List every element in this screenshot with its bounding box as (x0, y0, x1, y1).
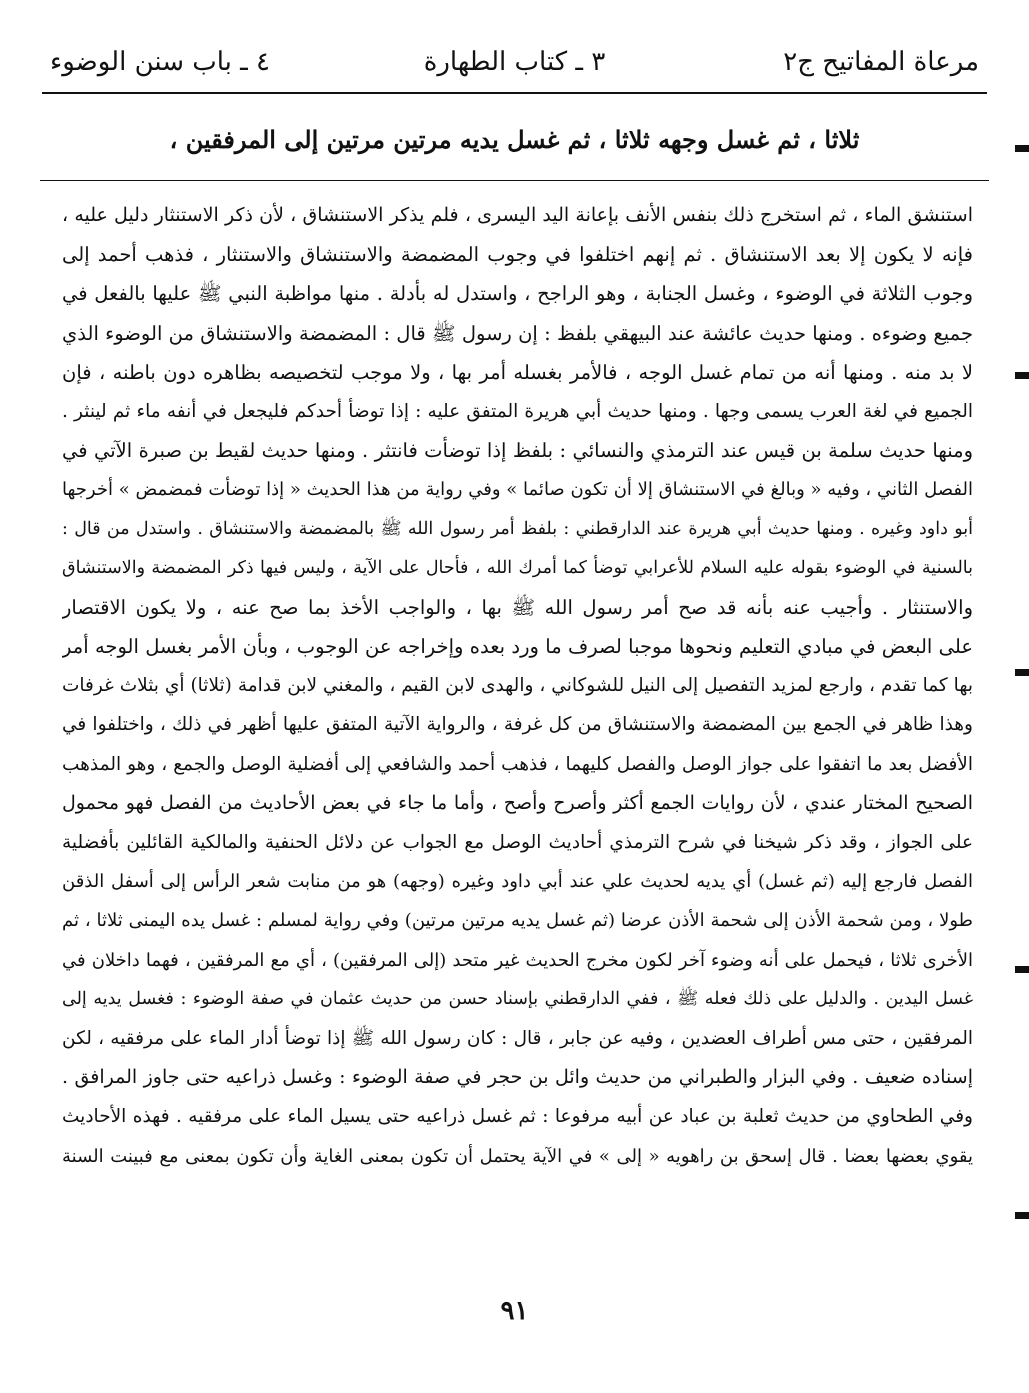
text-line: المرفقين ، حتى مس أطراف العضدين ، وفيه عن جابر ، قال : كان رسول الله ﷺ إذا توضأ أدار الماء على مرفقيه ، لكن (62, 1027, 973, 1049)
text-line: يقوي بعضها بعضا . قال إسحق بن راهويه « إلى » في الآية يحتمل أن تكون بمعنى الغاية وأن تكون بمعنى مع فبينت السنة (62, 1145, 973, 1167)
text-line: أبو داود وغيره . ومنها حديث أبي هريرة عند الدارقطني : بلفظ أمر رسول الله ﷺ بالمضمضة والاستنشاق . واستدل من قال : (62, 518, 973, 539)
scan-margin-mark (1015, 669, 1029, 676)
text-line: الجميع في لغة العرب يسمى وجها . ومنها حديث أبي هريرة المتفق عليه : إذا توضأ أحدكم فليجعل في أنفه ماء ثم لينثر . (62, 400, 973, 422)
text-line: ومنها حديث سلمة بن قيس عند الترمذي والنسائي : بلفظ إذا توضأت فانتثر . ومنها حديث لقيط بن صبرة الآتي في (62, 439, 973, 463)
text-line: بالسنية في الوضوء بقوله عليه السلام للأعرابي توضأ كما أمرك الله ، فأحال على الآية ، وليس فيها ذكر المضمضة والاستنشاق (62, 557, 973, 578)
section-title: ٤ ـ باب سنن الوضوء (50, 47, 271, 77)
text-line: طولا ، ومن شحمة الأذن إلى شحمة الأذن عرضا (ثم غسل يديه مرتين مرتين) وفي رواية لمسلم : غسل يده اليمنى ثلاثا ، ثم (62, 910, 973, 932)
header-rule (42, 92, 987, 94)
chapter-title: ٣ ـ كتاب الطهارة (423, 47, 606, 77)
scan-margin-mark (1015, 966, 1029, 973)
page-number: ٩١ (500, 1296, 529, 1326)
text-line: وجوب الثلاثة في الوضوء ، وغسل الجنابة ، وهو الراجح ، واستدل له بأدلة . منها مواظبة النبي ﷺ عليها بالفعل في (62, 282, 973, 306)
scan-margin-mark (1015, 372, 1029, 379)
text-line: جميع وضوءه . ومنها حديث عائشة عند البيهقي بلفظ : إن رسول ﷺ قال : المضمضة والاستنشاق من الوضوء الذي (62, 321, 973, 345)
text-line: إسناده ضعيف . وفي البزار والطبراني من حديث وائل بن حجر في صفة الوضوء : وغسل ذراعيه حتى جاوز المرافق . (62, 1066, 973, 1089)
text-line: الأخرى ثلاثا ، فيحمل على أنه وضوء آخر لكون مخرج الحديث غير متحد (إلى المرفقين) ، أي مع المرفقين ، فهما داخلان في (62, 949, 973, 971)
text-line: وفي الطحاوي من حديث ثعلبة بن عباد عن أبيه مرفوعا : ثم غسل ذراعيه حتى يسيل الماء على مرفقيه . فهذه الأحاديث (62, 1106, 973, 1128)
text-line: الفصل فارجع إليه (ثم غسل) أي يديه لحديث علي عند أبي داود وغيره (وجهه) هو من منابت شعر الرأس إلى أسفل الذقن (62, 871, 973, 893)
separator-rule (40, 180, 989, 181)
text-line: بها كما تقدم ، وارجع لمزيد التفصيل إلى النيل للشوكاني ، والهدى لابن القيم ، والمغني لابن قدامة (ثلاثا) أي بثلاث غرفات (62, 675, 973, 697)
text-line: وهذا ظاهر في الجمع بين المضمضة والاستنشاق من كل غرفة ، والرواية الآتية المتفق عليها أظهر في ذلك ، واختلفوا في (62, 714, 973, 736)
scan-margin-mark (1015, 145, 1029, 152)
text-line: غسل اليدين . والدليل على ذلك فعله ﷺ ، ففي الدارقطني بإسناد حسن من حديث عثمان في صفة الوضوء : فغسل يديه إلى (62, 988, 973, 1009)
text-line: الفصل الثاني ، وفيه « وبالغ في الاستنشاق إلا أن تكون صائما » وفي رواية من هذا الحديث « إذا توضأت فمضمض » أخرجها (62, 479, 973, 501)
text-line: على الجواز ، وقد ذكر شيخنا في شرح الترمذي أحاديث الوصل مع الجواب عن دلائل الحنفية والمالكية القائلين بأفضلية (62, 832, 973, 853)
text-line: الصحيح المختار عندي ، لأن روايات الجمع أكثر وأصرح وأصح ، وأما ما جاء في بعض الأحاديث من الفصل فهو محمول (62, 791, 973, 814)
commentary-text (62, 196, 973, 1286)
text-line: والاستنثار . وأجيب عنه بأنه قد صح أمر رسول الله ﷺ بها ، والواجب الأخذ بما صح عنه ، ولا يكون الاقتصار (62, 595, 973, 619)
book-title: مرعاة المفاتيح ج٢ (783, 47, 979, 77)
text-line: الأفضل بعد ما اتفقوا على جواز الوصل والفصل كليهما ، فذهب أحمد والشافعي إلى أفضلية الوصل والجمع ، وهو المذهب (62, 753, 973, 775)
text-line: على البعض في مبادي التعليم ونحوها موجبا لصرف ما ورد بعده وإخراجه عن الوجوب ، وبأن الأمر بغسل الوجه أمر (62, 635, 973, 659)
text-line: استنشق الماء ، ثم استخرج ذلك بنفس الأنف بإعانة اليد اليسرى ، فلم يذكر الاستنشاق ، لأن ذكر الاستنثار دليل عليه ، (62, 204, 973, 226)
running-header (38, 40, 991, 84)
text-line: فإنه لا يكون إلا بعد الاستنشاق . ثم إنهم اختلفوا في وجوب المضمضة والاستنشاق والاستنثار ، فذهب أحمد إلى (62, 243, 973, 267)
text-line: لا بد منه . ومنها أنه من تمام غسل الوجه ، فالأمر بغسله أمر بها ، ولا موجب لتخصيصه بظاهره دون باطنه ، فإن (62, 360, 973, 384)
hadith-text: ثلاثا ، ثم غسل وجهه ثلاثا ، ثم غسل يديه مرتين مرتين إلى المرفقين ، (169, 125, 860, 154)
scan-margin-mark (1015, 1212, 1029, 1219)
